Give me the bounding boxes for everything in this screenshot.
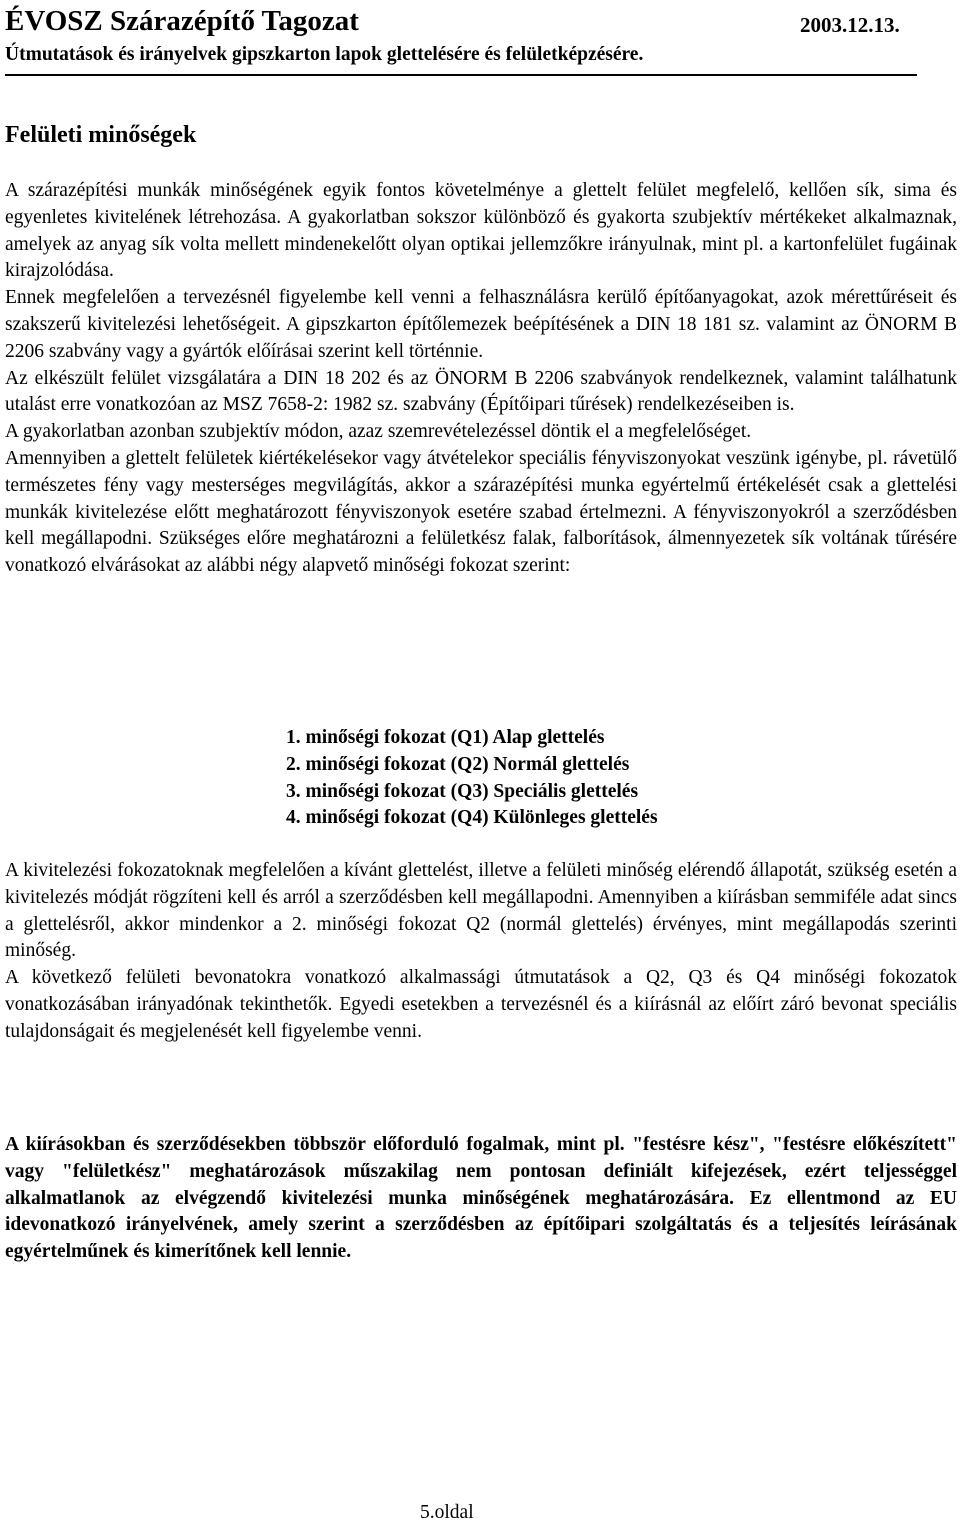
quality-level-item: 1. minőségi fokozat (Q1) Alap glettelés	[286, 727, 605, 748]
document-subtitle: Útmutatások és irányelvek gipszkarton lapok glettelésére és felületképzésére.	[5, 44, 644, 65]
section-title: Felületi minőségek	[5, 122, 197, 148]
header-rule	[5, 74, 917, 76]
document-date: 2003.12.13.	[800, 13, 900, 37]
bold-paragraph: A kiírásokban és szerződésekben többször előforduló fogalmak, mint pl. "festésre kész", "festésre előkészített" vagy "felületkész" meghatározások műszakilag nem pontosan definiált kifejezések, ezért teljességgel alkalmatlanok az elvégzendő kivitelezési munka minőségének meghatározására. Ez ellentmond az EU idevonatkozó irányelvének, amely szerint a szerződésben az építőipari szolgáltatás és a teljesítés leírásának egyértelműnek és kimerítőnek kell lennie.	[5, 1134, 957, 1263]
intro-text	[5, 178, 957, 580]
paragraph: A kivitelezési fokozatoknak megfelelően a kívánt glettelést, illetve a felületi minőség elérendő állapotát, szükség esetén a kivitelezés módját rögzíteni kell és arról a szerződésben kell megállapodni. Amennyiben a kiírásban semmiféle adat sincs a glettelésről, akkor mindenkor a 2. minőségi fokozat Q2 (normál glettelés) érvényes, mint megállapodás szerinti minőség.	[5, 860, 957, 962]
paragraph: A következő felületi bevonatokra vonatkozó alkalmassági útmutatások a Q2, Q3 és Q4 minőségi fokozatok vonatkozásában irányadónak tekinthetők. Egyedi esetekben a tervezésnél és a kiírásnál az előírt záró bevonat speciális tulajdonságait és megjelenését kell figyelembe venni.	[5, 967, 957, 1042]
quality-level-item: 2. minőségi fokozat (Q2) Normál glettelés	[286, 753, 630, 775]
quality-levels-list	[286, 725, 658, 832]
paragraph: Ennek megfelelően a tervezésnél figyelembe kell venni a felhasználásra kerülő építőanyagokat, azok mérettűréseit és szakszerű kivitelezési lehetőségeit. A gipszkarton építőlemezek beépítésének a DIN 18 181 sz. valamint az ÖNORM B 2206 szabvány vagy a gyártók előírásai szerint kell történnie.	[5, 287, 957, 362]
paragraph: A szárazépítési munkák minőségének egyik fontos követelménye a glettelt felület megfelelő, kellően sík, sima és egyenletes kivitelének létrehozása. A gyakorlatban sokszor különböző és gyakorta szubjektív mértékeket alkalmaznak, amelyek az anyag sík volta mellett mindenekelőtt olyan optikai jellemzőkre irányulnak, mint pl. a kartonfelület fugáinak kirajzolódása.	[5, 180, 957, 282]
organization-name: ÉVOSZ Szárazépítő Tagozat	[5, 5, 359, 37]
paragraph: A gyakorlatban azonban szubjektív módon, azaz szemrevételezéssel döntik el a megfelelőséget.	[5, 421, 752, 443]
quality-level-item: 4. minőségi fokozat (Q4) Különleges glettelés	[286, 807, 658, 829]
paragraph: Az elkészült felület vizsgálatára a DIN 18 202 és az ÖNORM B 2206 szabványok rendelkeznek, valamint találhatunk utalást erre vonatkozóan az MSZ 7658-2: 1982 sz. szabvány (Építőipari tűrések) rendelkezéseiben is.	[5, 367, 957, 416]
quality-level-item: 3. minőségi fokozat (Q3) Speciális glettelés	[286, 780, 639, 802]
body-text	[5, 858, 957, 1046]
paragraph: Amennyiben a glettelt felületek kiértékelésekor vagy átvételekor speciális fényviszonyokat veszünk igénybe, pl. rávetülő természetes fény vagy mesterséges megvilágítás, akkor a szárazépítési munka egyértelmű értékelését csak a glettelési munkák kivitelezése előtt meghatározott fényviszonyok esetére szabad értelmezni. A fényviszonyokról a szerződésben kell megállapodni. Szükséges előre meghatározni a felületkész falak, falborítások, álmennyezetek sík voltának tűrésére vonatkozó elvárásokat az alábbi négy alapvető minőségi fokozat szerint:	[5, 447, 957, 577]
page-number: 5.oldal	[420, 1502, 474, 1523]
